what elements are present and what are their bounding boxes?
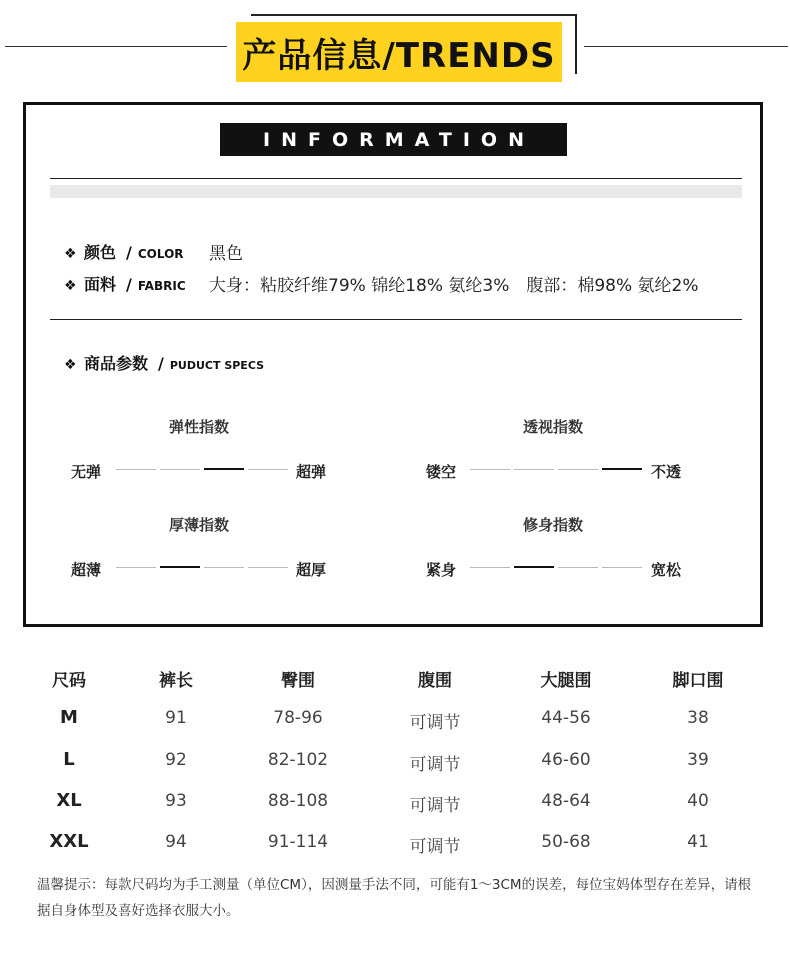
spec-right-label: 宽松 [651, 561, 682, 579]
header-line-left [5, 46, 227, 47]
spec-left-label: 镂空 [426, 463, 457, 481]
spec-title: 厚薄指数 [168, 516, 229, 534]
spec-left-label: 超薄 [71, 561, 102, 579]
color-value: 黑色 [209, 244, 243, 264]
table-cell: 可调节 [409, 713, 461, 733]
color-label-cn: 颜色 [84, 243, 117, 262]
grey-band [50, 185, 742, 198]
spec-right-label: 超厚 [296, 561, 327, 579]
color-label-en: COLOR [137, 247, 184, 261]
spec-segment-active [160, 566, 200, 568]
table-cell: 82-102 [267, 750, 329, 770]
spec-title: 透视指数 [522, 418, 583, 436]
table-cell: 可调节 [409, 837, 461, 857]
fabric-label-en: FABRIC [137, 279, 186, 293]
title-box [236, 22, 562, 82]
table-cell: 48-64 [541, 791, 591, 811]
spec-segment-active [514, 566, 554, 568]
spec-left-label: 紧身 [426, 561, 457, 579]
table-cell: 78-96 [273, 708, 323, 728]
diamond-icon: ❖ [64, 357, 77, 373]
fabric-value: 大身：粘胶纤维79% 锦纶18% 氨纶3% 腹部：棉98% 氨纶2% [209, 276, 699, 296]
spec-segment [514, 469, 554, 470]
spec-right-label: 不透 [651, 463, 682, 481]
spec-left-label: 无弹 [71, 463, 102, 481]
diamond-icon: ❖ [64, 278, 77, 294]
color-label [64, 240, 184, 263]
table-cell: 93 [165, 791, 187, 811]
table-cell: 94 [165, 832, 187, 852]
table-header-hem: 脚口围 [672, 671, 724, 691]
specs-label-cn: 商品参数 [84, 354, 149, 373]
size-note: 温馨提示：每款尺码均为手工测量（单位CM），因测量手法不同，可能有1～3CM的误差，每位宝妈体型存在差异，请根据自身体型及喜好选择衣服大小。 [37, 877, 752, 919]
specs-label [64, 351, 264, 374]
spec-segment [470, 567, 510, 568]
table-header-hip: 臀围 [281, 671, 315, 691]
spec-segment [204, 567, 244, 568]
spec-segment [248, 469, 288, 470]
table-cell: 88-108 [267, 791, 329, 811]
table-cell: 91 [165, 708, 187, 728]
table-header-waist: 腹围 [418, 671, 452, 691]
table-cell-size: XXL [49, 831, 89, 852]
table-header-size: 尺码 [52, 671, 86, 691]
diamond-icon: ❖ [64, 246, 77, 262]
spec-title: 修身指数 [522, 516, 583, 534]
table-header-length: 裤长 [159, 671, 193, 691]
spec-segment [558, 567, 598, 568]
table-cell-size: L [63, 749, 75, 770]
table-header-thigh: 大腿围 [540, 671, 592, 691]
slash: / [126, 275, 132, 294]
slash: / [158, 354, 164, 373]
page-title: 产品信息/TRENDS [242, 35, 556, 76]
table-cell: 41 [687, 832, 709, 852]
spec-segment [116, 469, 156, 470]
slash: / [126, 243, 132, 262]
spec-segment [248, 567, 288, 568]
fabric-label-cn: 面料 [84, 275, 117, 294]
table-cell: 46-60 [541, 750, 591, 770]
table-cell: 50-68 [541, 832, 591, 852]
table-cell: 40 [687, 791, 709, 811]
information-banner: INFORMATION [220, 123, 567, 156]
divider-top [50, 178, 742, 179]
header-line-right [584, 46, 788, 47]
table-cell: 44-56 [541, 708, 591, 728]
table-cell: 可调节 [409, 755, 461, 775]
divider-middle [50, 319, 742, 320]
spec-right-label: 超弹 [296, 463, 327, 481]
spec-title: 弹性指数 [168, 418, 229, 436]
specs-label-en: PUDUCT SPECS [169, 359, 265, 372]
spec-segment [160, 469, 200, 470]
table-cell: 39 [687, 750, 709, 770]
spec-segment [470, 469, 510, 470]
table-cell: 91-114 [267, 832, 329, 852]
spec-segment [558, 469, 598, 470]
table-cell: 38 [687, 708, 709, 728]
table-cell: 92 [165, 750, 187, 770]
fabric-label [64, 272, 186, 295]
table-cell: 可调节 [409, 796, 461, 816]
table-cell-size: XL [56, 790, 82, 811]
spec-segment-active [602, 468, 642, 470]
table-cell-size: M [60, 707, 78, 728]
spec-segment [116, 567, 156, 568]
spec-segment [602, 567, 642, 568]
spec-segment-active [204, 468, 244, 470]
